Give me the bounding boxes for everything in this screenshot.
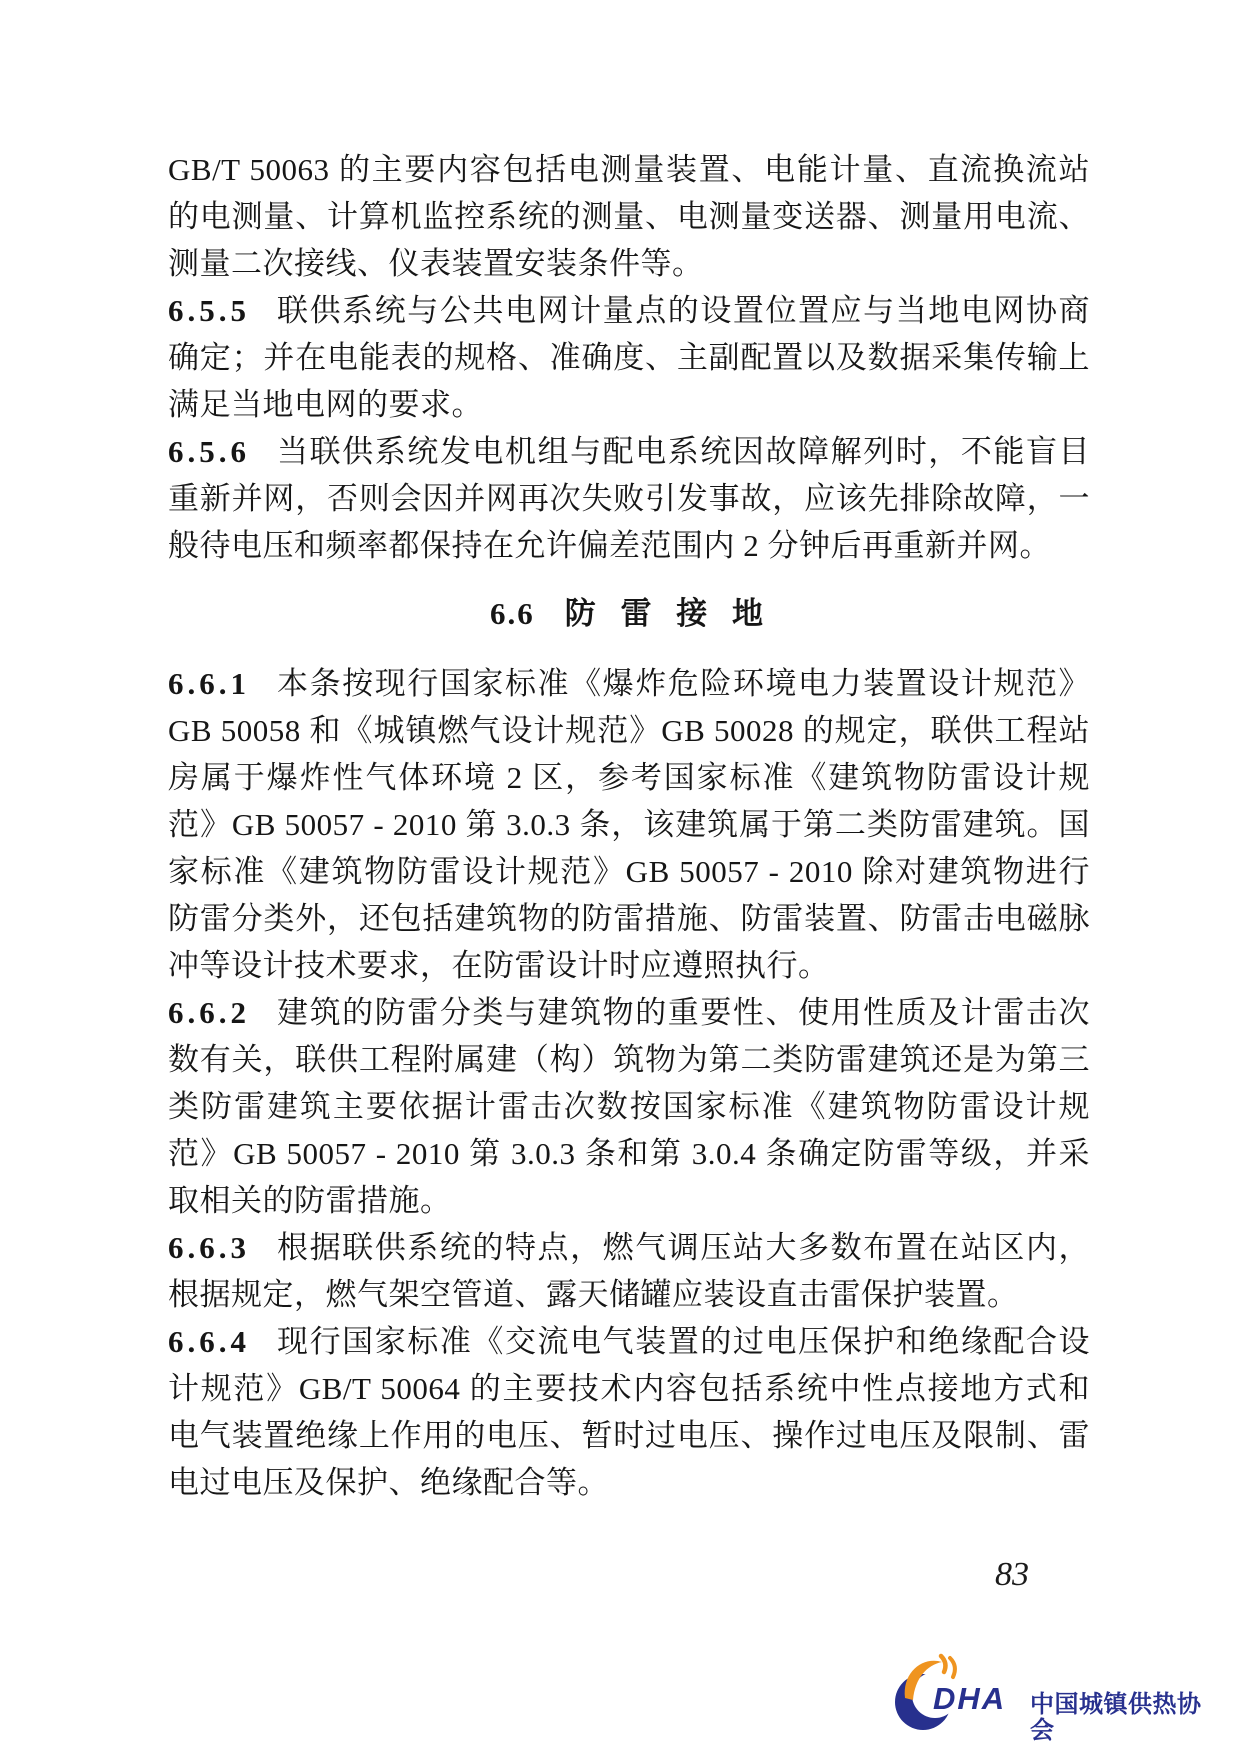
logo-association-name: 中国城镇供热协会 (1030, 1691, 1202, 1744)
clause-6-6-4 (168, 1318, 1090, 1506)
text-block (168, 146, 1090, 1506)
section-heading-number: 6.6 (490, 596, 535, 631)
clause-text: 联供系统与公共电网计量点的设置位置应与当地电网协商确定；并在电能表的规格、准确度、主副配置以及数据采集传输上满足当地电网的要求。 (168, 293, 1090, 422)
paragraph-continuation (168, 146, 1090, 287)
clause-6-6-3 (168, 1224, 1090, 1318)
clause-text: 根据联供系统的特点，燃气调压站大多数布置在站区内，根据规定，燃气架空管道、露天储罐应装设直击雷保护装置。 (168, 1230, 1090, 1312)
clause-number: 6.6.1 (168, 666, 250, 701)
clause-6-6-2 (168, 989, 1090, 1224)
section-heading-title: 防 雷 接 地 (564, 596, 768, 631)
cdha-logo (893, 1652, 1223, 1744)
clause-text: 现行国家标准《交流电气装置的过电压保护和绝缘配合设计规范》GB/T 50064 的主要技术内容包括系统中性点接地方式和电气装置绝缘上作用的电压、暂时过电压、操作过电压及限制、雷电过电压及保护、绝缘配合等。 (168, 1324, 1090, 1500)
clause-number: 6.6.4 (168, 1324, 250, 1359)
clause-6-5-6 (168, 428, 1090, 569)
clause-number: 6.6.2 (168, 995, 250, 1030)
clause-text: 当联供系统发电机组与配电系统因故障解列时，不能盲目重新并网，否则会因并网再次失败引发事故，应该先排除故障，一般待电压和频率都保持在允许偏差范围内 2 分钟后再重新并网。 (168, 434, 1090, 563)
clause-number: 6.6.3 (168, 1230, 250, 1265)
logo-acronym: DHA (933, 1681, 1007, 1716)
clause-text: GB/T 50063 的主要内容包括电测量装置、电能计量、直流换流站的电测量、计算机监控系统的测量、电测量变送器、测量用电流、测量二次接线、仪表装置安装条件等。 (168, 152, 1090, 281)
clause-text: 本条按现行国家标准《爆炸危险环境电力装置设计规范》GB 50058 和《城镇燃气设计规范》GB 50028 的规定，联供工程站房属于爆炸性气体环境 2 区，参考国家标准《建筑物防雷设计规范》GB 50057 - 2010 第 3.0.3 条，该建筑属于第二类防雷建筑。国家标准《建筑物防雷设计规范》GB 50057 - 2010 除对建筑物进行防雷分类外，还包括建筑物的防雷措施、防雷装置、防雷击电磁脉冲等设计技术要求，在防雷设计时应遵照执行。 (168, 666, 1090, 983)
clause-6-6-1 (168, 660, 1090, 989)
section-heading (168, 590, 1090, 637)
clause-number: 6.5.5 (168, 293, 250, 328)
page-number: 83 (995, 1556, 1029, 1593)
clause-text: 建筑的防雷分类与建筑物的重要性、使用性质及计雷击次数有关，联供工程附属建（构）筑物为第二类防雷建筑还是为第三类防雷建筑主要依据计雷击次数按国家标准《建筑物防雷设计规范》GB 50057 - 2010 第 3.0.3 条和第 3.0.4 条确定防雷等级，并采取相关的防雷措施。 (168, 995, 1090, 1218)
clause-number: 6.5.6 (168, 434, 250, 469)
clause-6-5-5 (168, 287, 1090, 428)
